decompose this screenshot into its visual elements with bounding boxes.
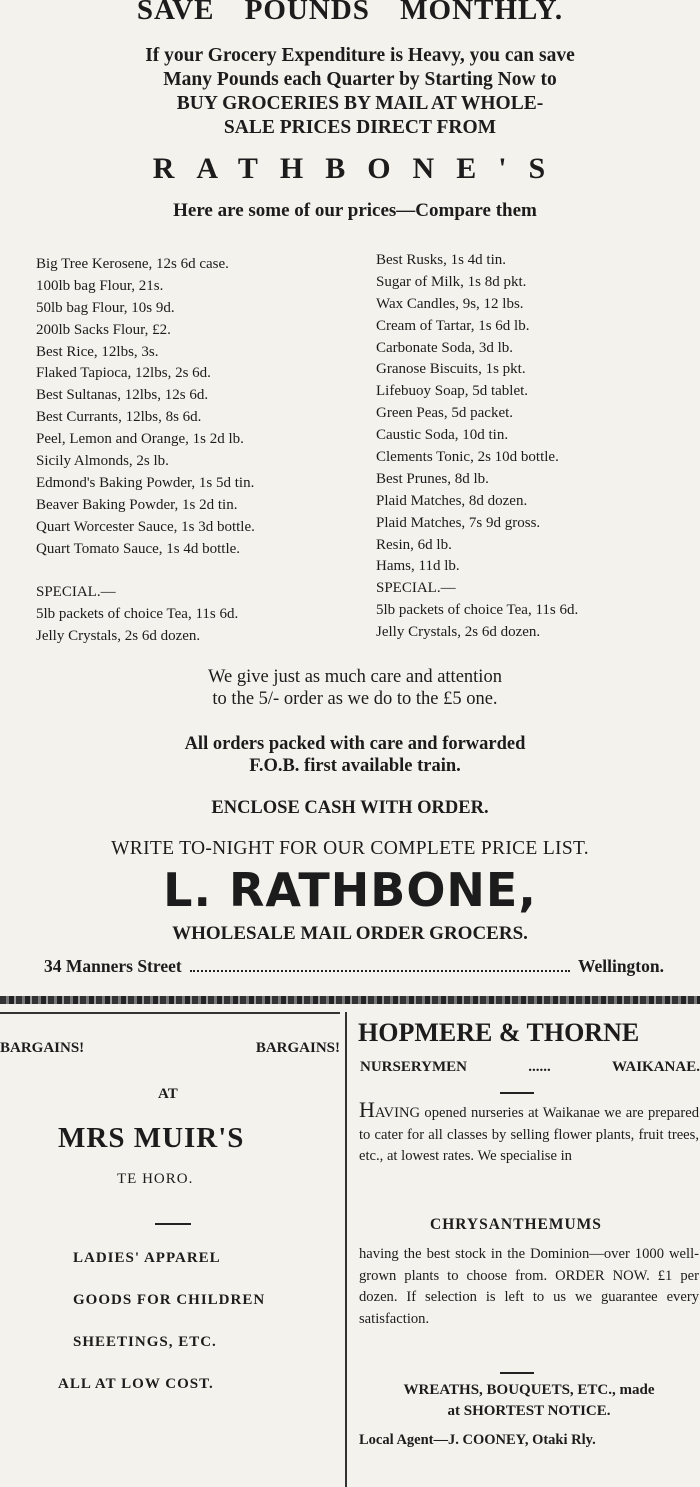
rathbone-name: L. RATHBONE,: [163, 863, 537, 917]
price-item: Granose Biscuits, 1s pkt.: [376, 361, 526, 378]
orders-line: All orders packed with care and forwarded: [184, 734, 526, 754]
at-text: AT: [158, 1086, 178, 1102]
price-item: Beaver Baking Powder, 1s 2d tin.: [36, 496, 238, 513]
care-line: to the 5/- order as we do to the £5 one.: [212, 689, 498, 709]
notice-line: at SHORTEST NOTICE.: [447, 1403, 611, 1419]
column-divider: [345, 1012, 347, 1487]
price-item: Hams, 11d lb.: [376, 558, 460, 575]
price-list-request: WRITE TO-NIGHT FOR OUR COMPLETE PRICE LIST.: [111, 838, 589, 859]
price-item: Best Currants, 12lbs, 8s 6d.: [36, 409, 202, 426]
special-label: SPECIAL.—: [376, 580, 456, 597]
price-item: Resin, 6d lb.: [376, 536, 452, 553]
hopmere-trade: NURSERYMEN: [360, 1059, 467, 1075]
enclose-cash-notice: ENCLOSE CASH WITH ORDER.: [211, 798, 489, 818]
price-item: Carbonate Soda, 3d lb.: [376, 339, 514, 356]
price-item: Cream of Tartar, 1s 6d lb.: [376, 317, 530, 334]
bargains-left: BARGAINS!: [0, 1040, 85, 1056]
section-divider: [0, 996, 700, 1004]
price-item: Clements Tonic, 2s 10d bottle.: [376, 449, 559, 466]
address-street: 34 Manners Street: [44, 956, 182, 976]
hopmere-divider: [500, 1092, 534, 1094]
care-statement: [0, 666, 700, 710]
price-item: Best Rice, 12lbs, 3s.: [36, 343, 159, 360]
bargains-right: BARGAINS!: [255, 1040, 340, 1056]
price-item: Sicily Almonds, 2s lb.: [36, 453, 169, 470]
price-item: Quart Worcester Sauce, 1s 3d bottle.: [36, 518, 255, 535]
notice-line: WREATHS, BOUQUETS, ETC., made: [403, 1382, 655, 1398]
prices-subheading: Here are some of our prices—Compare them: [173, 200, 537, 221]
orders-line: F.O.B. first available train.: [249, 756, 461, 776]
hopmere-drop-cap: H: [359, 1097, 375, 1122]
hopmere-advert: [350, 1014, 700, 1487]
price-item: Quart Tomato Sauce, 1s 4d bottle.: [36, 540, 241, 557]
price-item: 200lb Sacks Flour, £2.: [36, 321, 171, 338]
hopmere-title: HOPMERE & THORNE: [358, 1018, 640, 1047]
intro-text: [40, 44, 680, 140]
care-line: We give just as much care and attention: [208, 667, 502, 687]
hopmere-body: [359, 1097, 699, 1168]
intro-line: BUY GROCERIES BY MAIL AT WHOLE-: [176, 93, 544, 114]
hopmere-body-2: having the best stock in the Dominion—over 1000 well-grown plants to choose from. ORDER NOW. £1 per dozen. If selection is left to us we guarantee every satisfaction.: [359, 1246, 699, 1327]
special-item: 5lb packets of choice Tea, 11s 6d.: [376, 602, 579, 619]
intro-line: If your Grocery Expenditure is Heavy, you can save: [145, 45, 575, 66]
price-item: Best Sultanas, 12lbs, 12s 6d.: [36, 387, 209, 404]
muir-line: GOODS FOR CHILDREN: [73, 1292, 266, 1308]
price-list-right: [376, 250, 578, 644]
muir-name: MRS MUIR'S: [58, 1122, 245, 1154]
price-item: Sugar of Milk, 1s 8d pkt.: [376, 273, 527, 290]
price-list-left: [36, 254, 255, 648]
price-item: Best Prunes, 8d lb.: [376, 470, 489, 487]
rathbone-trade: WHOLESALE MAIL ORDER GROCERS.: [172, 923, 528, 944]
hopmere-specialty: CHRYSANTHEMUMS: [430, 1216, 602, 1233]
hopmere-location: WAIKANAE.: [612, 1059, 700, 1075]
bargains-banner: [0, 1040, 340, 1057]
muir-advert: [0, 1014, 344, 1487]
intro-line: SALE PRICES DIRECT FROM: [223, 117, 497, 138]
hopmere-body-text: AVING opened nurseries at Waikanae we are prepared to cater for all classes by selling flower plants, fruit trees, etc., at lowest rates. We specialise in: [359, 1105, 699, 1164]
orders-statement: [0, 733, 700, 777]
hopmere-trade-dots: ......: [528, 1059, 551, 1075]
muir-divider: [155, 1223, 191, 1225]
price-item: Green Peas, 5d packet.: [376, 405, 514, 422]
price-item: Lifebuoy Soap, 5d tablet.: [376, 383, 529, 400]
intro-line: Many Pounds each Quarter by Starting Now to: [163, 69, 557, 90]
hopmere-divider: [500, 1372, 534, 1374]
price-item: Flaked Tapioca, 12lbs, 2s 6d.: [36, 365, 211, 382]
muir-line: ALL AT LOW COST.: [58, 1376, 214, 1392]
price-item: Wax Candles, 9s, 12 lbs.: [376, 295, 524, 312]
muir-place: TE HORO.: [117, 1171, 194, 1187]
special-item: 5lb packets of choice Tea, 11s 6d.: [36, 606, 239, 623]
advert-heading: SAVE POUNDS MONTHLY.: [136, 0, 564, 26]
price-item: 100lb bag Flour, 21s.: [36, 277, 164, 294]
price-item: Peel, Lemon and Orange, 1s 2d lb.: [36, 431, 244, 448]
muir-line: SHEETINGS, ETC.: [73, 1334, 217, 1350]
special-item: Jelly Crystals, 2s 6d dozen.: [376, 624, 541, 641]
price-item: Edmond's Baking Powder, 1s 5d tin.: [36, 474, 255, 491]
price-item: Caustic Soda, 10d tin.: [376, 427, 509, 444]
hopmere-agent: Local Agent—J. COONEY, Otaki Rly.: [359, 1432, 596, 1448]
hopmere-trade-line: [360, 1059, 700, 1076]
brand-name: RATHBONE'S: [152, 152, 568, 185]
price-item: Big Tree Kerosene, 12s 6d case.: [36, 256, 229, 272]
price-item: Plaid Matches, 8d dozen.: [376, 492, 528, 509]
special-item: Jelly Crystals, 2s 6d dozen.: [36, 628, 201, 645]
address-leader-dots: [190, 960, 570, 972]
address-city: Wellington.: [577, 956, 664, 976]
price-item: Plaid Matches, 7s 9d gross.: [376, 514, 541, 531]
hopmere-notice: [359, 1380, 699, 1422]
price-item: Best Rusks, 1s 4d tin.: [376, 252, 507, 268]
price-item: 50lb bag Flour, 10s 9d.: [36, 299, 175, 316]
rathbone-address: [44, 956, 664, 977]
special-label: SPECIAL.—: [36, 584, 116, 601]
muir-line: LADIES' APPAREL: [73, 1250, 221, 1266]
